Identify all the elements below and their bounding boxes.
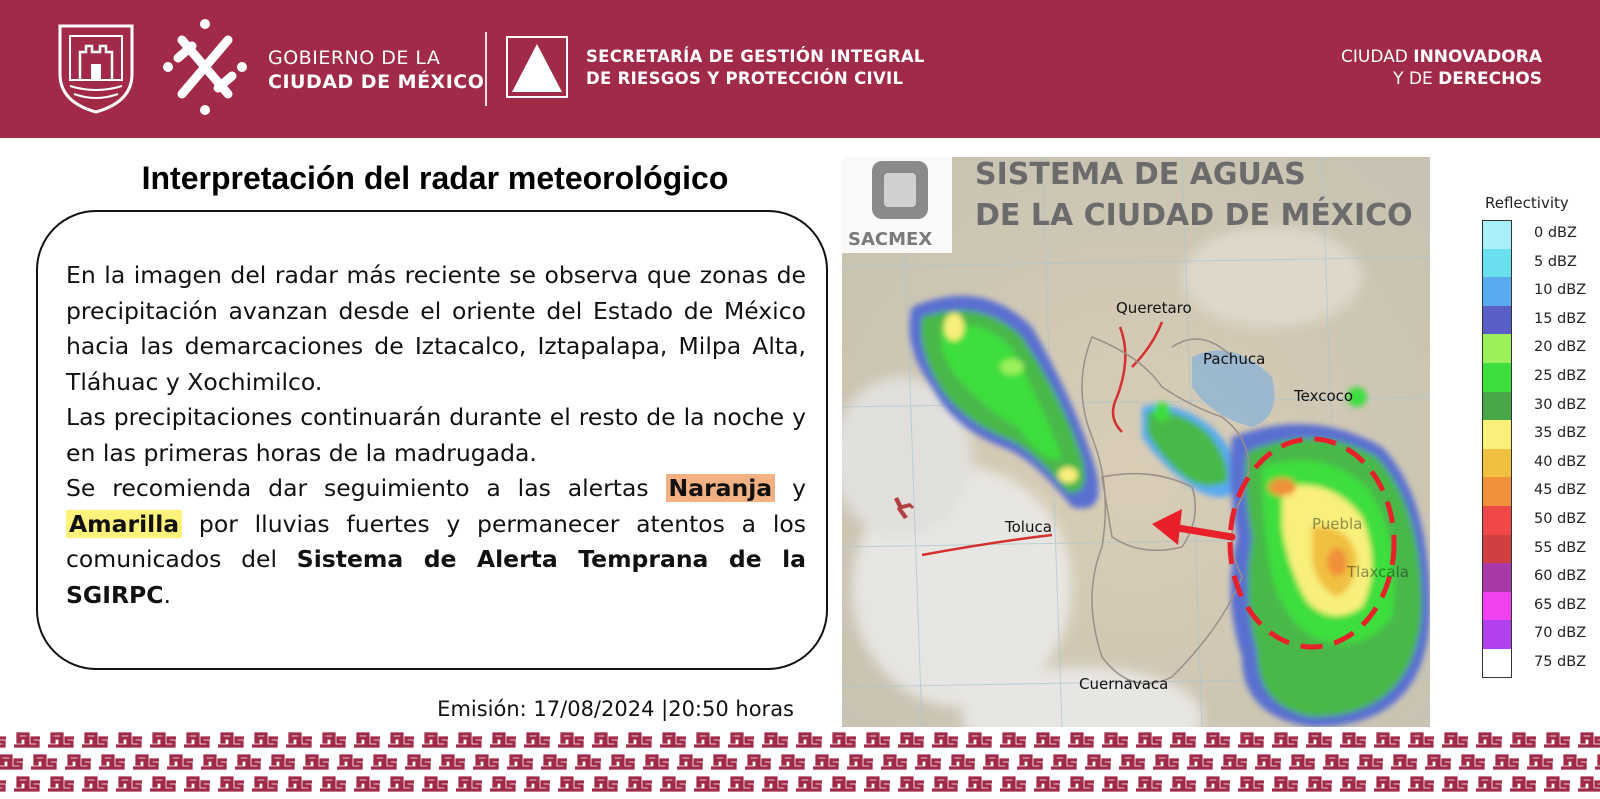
interpretation-text (66, 258, 806, 613)
legend-label: 35 dBZ (1534, 425, 1587, 442)
slogan-1a: CIUDAD (1341, 47, 1414, 67)
legend-row (1482, 592, 1592, 621)
city-texcoco: Texcoco (1294, 387, 1354, 405)
legend-row (1482, 620, 1592, 649)
legend-row (1482, 449, 1592, 478)
legend-swatch (1482, 392, 1512, 421)
city-queretaro: Queretaro (1116, 299, 1192, 317)
sat-sgirpc: Sistema de Alerta Temprana de la SGIRPC (66, 545, 806, 609)
sgirpc-wordmark (586, 46, 925, 90)
legend-swatch (1482, 477, 1512, 506)
gov-line-1: GOBIERNO DE LA (268, 47, 441, 69)
legend-swatch (1482, 249, 1512, 278)
slogan-2b: DERECHOS (1438, 69, 1542, 89)
legend-label: 50 dBZ (1534, 510, 1587, 527)
page-title: Interpretación del radar meteorológico (141, 160, 729, 196)
alert-amarilla: Amarilla (66, 510, 182, 538)
legend-swatch (1482, 449, 1512, 478)
legend-label: 0 dBZ (1534, 225, 1577, 241)
legend-row (1482, 392, 1592, 421)
legend-label: 40 dBZ (1534, 453, 1587, 470)
legend-swatch (1482, 334, 1512, 363)
banner-line-1: SISTEMA DE AGUAS (975, 157, 1306, 192)
p3-part-a: Se recomienda dar seguimiento a las alertas (66, 474, 666, 502)
gobierno-emblem-icon (160, 16, 250, 118)
legend-row (1482, 535, 1592, 564)
legend-swatch (1482, 220, 1512, 249)
slogan-2a: Y DE (1393, 69, 1439, 89)
city-cuernavaca: Cuernavaca (1079, 675, 1169, 693)
legend-row (1482, 506, 1592, 535)
legend-swatch (1482, 649, 1512, 678)
legend-swatch (1482, 277, 1512, 306)
legend-row (1482, 363, 1592, 392)
paragraph-2: Las precipitaciones continuarán durante el resto de la noche y en las primeras horas de la madrugada. (66, 403, 806, 467)
reflectivity-legend (1482, 220, 1592, 678)
banner-line-2: DE LA CIUDAD DE MÉXICO (975, 198, 1413, 233)
gobierno-cdmx-wordmark (268, 46, 484, 94)
legend-swatch (1482, 506, 1512, 535)
header-bar (0, 0, 1600, 138)
sacmex-logo (842, 157, 952, 253)
sacmex-label: SACMEX (848, 229, 933, 250)
fret-pattern-icon (0, 728, 1600, 799)
legend-swatch (1482, 620, 1512, 649)
gov-line-2: CIUDAD DE MÉXICO (268, 71, 485, 93)
legend-label: 15 dBZ (1534, 310, 1587, 327)
header-divider (485, 32, 487, 106)
cdmx-crest-icon (56, 22, 136, 114)
legend-swatch (1482, 563, 1512, 592)
radar-map (842, 157, 1430, 727)
legend-row (1482, 277, 1592, 306)
interpretation-box (36, 210, 828, 670)
sgirpc-line-1: SECRETARÍA DE GESTIÓN INTEGRAL (586, 47, 925, 66)
city-pachuca: Pachuca (1203, 350, 1266, 368)
legend-label: 75 dBZ (1534, 653, 1587, 670)
city-tlaxcala: Tlaxcala (1347, 563, 1409, 581)
paragraph-3 (66, 471, 806, 613)
legend-swatch (1482, 306, 1512, 335)
legend-label: 45 dBZ (1534, 482, 1587, 499)
city-toluca: Toluca (1005, 518, 1052, 536)
alert-naranja: Naranja (666, 474, 776, 502)
legend-label: 60 dBZ (1534, 568, 1587, 585)
p3-part-c: por lluvias fuertes y permanecer atentos a los comunicados del (66, 509, 806, 573)
legend-label: 5 dBZ (1534, 253, 1577, 270)
p3-part-b: y (775, 474, 806, 502)
legend-label: 70 dBZ (1534, 625, 1587, 642)
legend-swatch (1482, 363, 1512, 392)
legend-row (1482, 649, 1592, 678)
legend-row (1482, 563, 1592, 592)
legend-label: 30 dBZ (1534, 396, 1587, 413)
slogan-1b: INNOVADORA (1413, 47, 1542, 67)
legend-label: 65 dBZ (1534, 596, 1587, 613)
proteccion-civil-triangle-icon (506, 36, 568, 98)
city-puebla: Puebla (1312, 515, 1363, 533)
legend-title: Reflectivity (1485, 194, 1569, 212)
legend-label: 10 dBZ (1534, 282, 1587, 299)
sgirpc-line-2: DE RIESGOS Y PROTECCIÓN CIVIL (586, 69, 904, 88)
legend-swatch (1482, 535, 1512, 564)
legend-label: 25 dBZ (1534, 367, 1587, 384)
legend-swatch (1482, 592, 1512, 621)
legend-row (1482, 220, 1592, 249)
slogan (1341, 46, 1542, 90)
legend-row (1482, 249, 1592, 278)
emission-date: Emisión: 17/08/2024 |20:50 horas (437, 697, 794, 721)
legend-label: 20 dBZ (1534, 339, 1587, 356)
legend-label: 55 dBZ (1534, 539, 1587, 556)
legend-row (1482, 306, 1592, 335)
paragraph-1: En la imagen del radar más reciente se observa que zonas de precipitación avanzan desde el oriente del Estado de México hacia las demarcaciones de Iztacalco, Iztapalapa, Milpa Alta, Tláhuac y Xochimilco. (66, 261, 806, 396)
legend-row (1482, 477, 1592, 506)
footer-pattern (0, 728, 1600, 799)
legend-swatch (1482, 420, 1512, 449)
p3-end: . (163, 580, 172, 609)
legend-row (1482, 420, 1592, 449)
legend-row (1482, 334, 1592, 363)
